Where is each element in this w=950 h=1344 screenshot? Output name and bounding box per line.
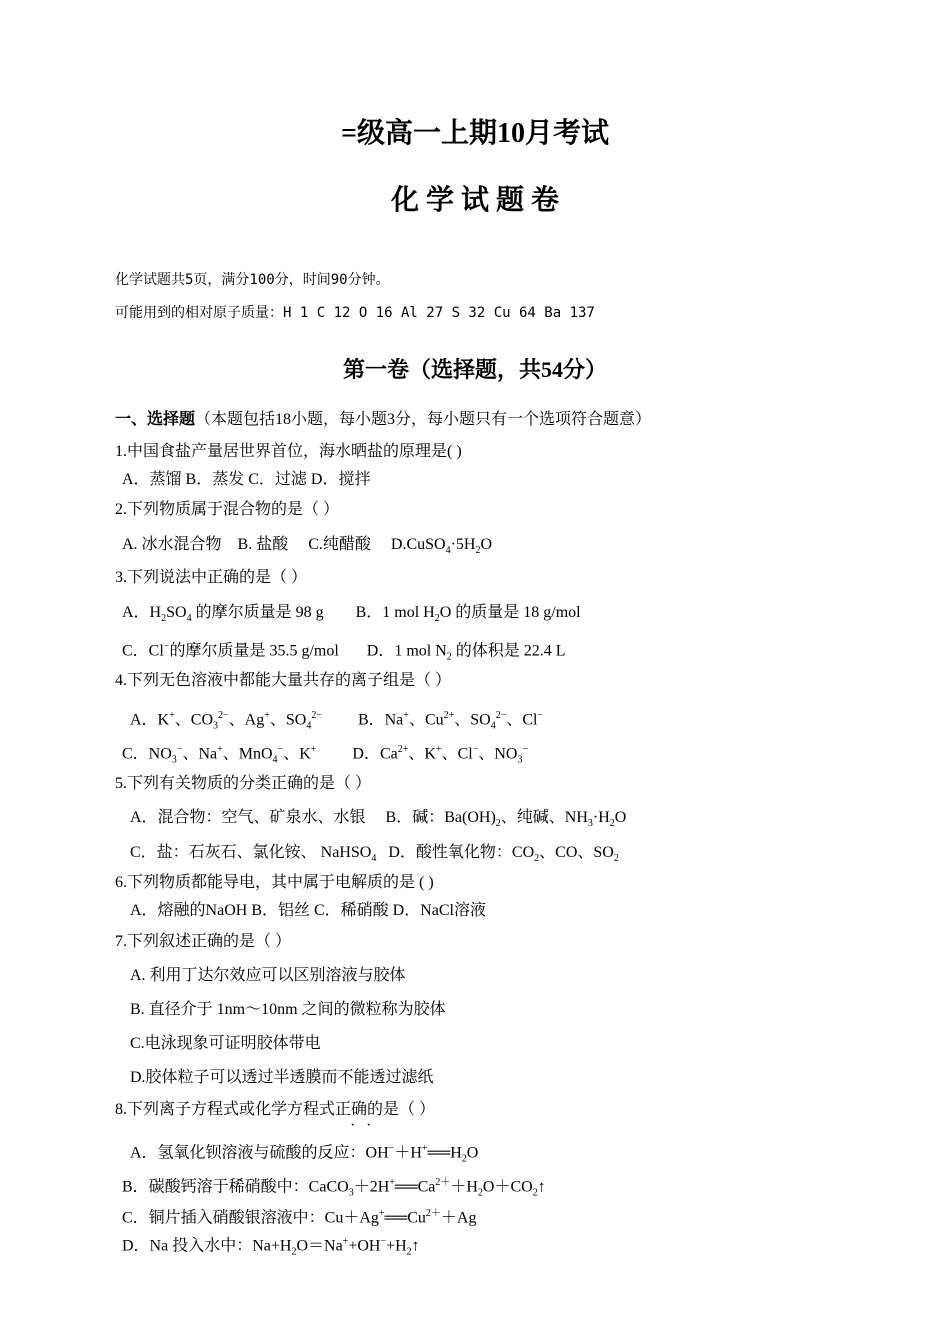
question-6-options: A．熔融的NaOH B．铝丝 C．稀硝酸 D．NaCl溶液 xyxy=(130,902,486,919)
section-instructions xyxy=(115,410,651,430)
question-7-option-d: D.胶体粒子可以透过半透膜而不能透过滤纸 xyxy=(130,1069,434,1086)
question-2: 2.下列物质属于混合物的是（ ） xyxy=(115,501,340,518)
exam-info: 化学试题共5页，满分100分，时间90分钟。 xyxy=(115,272,390,288)
question-4-options-ab: A．K+、$CO_3^{2-}$、Ag+、$SO_4^{2-}$ B．Na+、$Cu^{2+}$、$SO_4^{2-}$、Cl− xyxy=(130,710,544,732)
question-7-option-b: B. 直径介于 1nm～10nm 之间的微粒称为胶体 xyxy=(130,1001,446,1018)
exam-title: =级高一上期10月考试 xyxy=(341,118,609,149)
question-3: 3.下列说法中正确的是（ ） xyxy=(115,569,308,586)
question-3-options-ab: A．$H_2SO_4$ 的摩尔质量是 98 g B．1 mol $H_2O$ 的质量是 18 g/mol xyxy=(122,604,581,625)
question-7: 7.下列叙述正确的是（ ） xyxy=(115,933,292,950)
question-4-options-cd: C．$NO_3^-$、Na+、MnO$_4$−、K+ D．$Ca^{2+}$、K+、Cl−、$NO_3^-$ xyxy=(122,744,529,766)
question-8: 8.下列离子方程式或化学方程式正确的是（ ） xyxy=(115,1101,436,1118)
question-1-options: A．蒸馏 B．蒸发 C．过滤 D．搅拌 xyxy=(122,471,371,488)
instr-rest: （本题包括18小题，每小题3分，每小题只有一个选项符合题意） xyxy=(195,411,652,428)
question-8-option-a: A．氢氧化钡溶液与硫酸的反应：$OH^-+H^+══H_2O$ xyxy=(130,1143,479,1165)
question-7-option-a: A. 利用丁达尔效应可以区别溶液与胶体 xyxy=(130,967,406,984)
question-8-option-c: C．铜片插入硝酸银溶液中：$Cu+Ag^+══Cu^{2+}+Ag$ xyxy=(122,1208,477,1227)
question-8-option-d: D．Na 投入水中：$Na+H_2O=Na^++OH^-+H_2↑$ xyxy=(122,1236,420,1258)
question-5: 5.下列有关物质的分类正确的是（ ） xyxy=(115,775,372,792)
question-6: 6.下列物质都能导电，其中属于电解质的是 ( ) xyxy=(115,874,434,891)
question-4: 4.下列无色溶液中都能大量共存的离子组是（ ） xyxy=(115,672,452,689)
question-8-option-b: B．碳酸钙溶于稀硝酸中：$CaCO_3+2H^+══Ca^{2+}+H_2O+CO_2↑$ xyxy=(122,1177,546,1199)
question-3-options-cd: C．Cl−的摩尔质量是 35.5 g/mol D．1 mol $N_2$ 的体积是 22.4 L xyxy=(122,641,566,663)
atomic-masses: 可能用到的相对原子质量：H 1 C 12 O 16 Al 27 S 32 Cu 64 Ba 137 xyxy=(115,305,595,321)
question-5-options-ab: A．混合物：空气、矿泉水、水银 B．碱：$Ba(OH)_2$、纯碱、$NH_3\cdot H_2O$ xyxy=(130,809,627,830)
instr-bold: 一、选择题 xyxy=(115,411,196,428)
question-2-options: A. 冰水混合物 B. 盐酸 C.纯醋酸 $D.CuSO_4\cdot 5H_2O$ xyxy=(122,536,493,557)
section-heading: 第一卷（选择题，共54分） xyxy=(342,357,607,382)
emphasis-dot: · xyxy=(350,1117,356,1134)
emphasis-dot: · xyxy=(366,1117,372,1134)
question-1: 1.中国食盐产量居世界首位，海水晒盐的原理是( ) xyxy=(115,443,462,460)
subject-title: 化 学 试 题 卷 xyxy=(390,185,559,216)
question-5-options-cd: C．盐：石灰石、氯化铵、 NaHSO$_4$ D．酸性氧化物：$CO_2$、CO、$SO_2$ xyxy=(130,844,619,865)
question-7-option-c: C.电泳现象可证明胶体带电 xyxy=(130,1035,321,1052)
